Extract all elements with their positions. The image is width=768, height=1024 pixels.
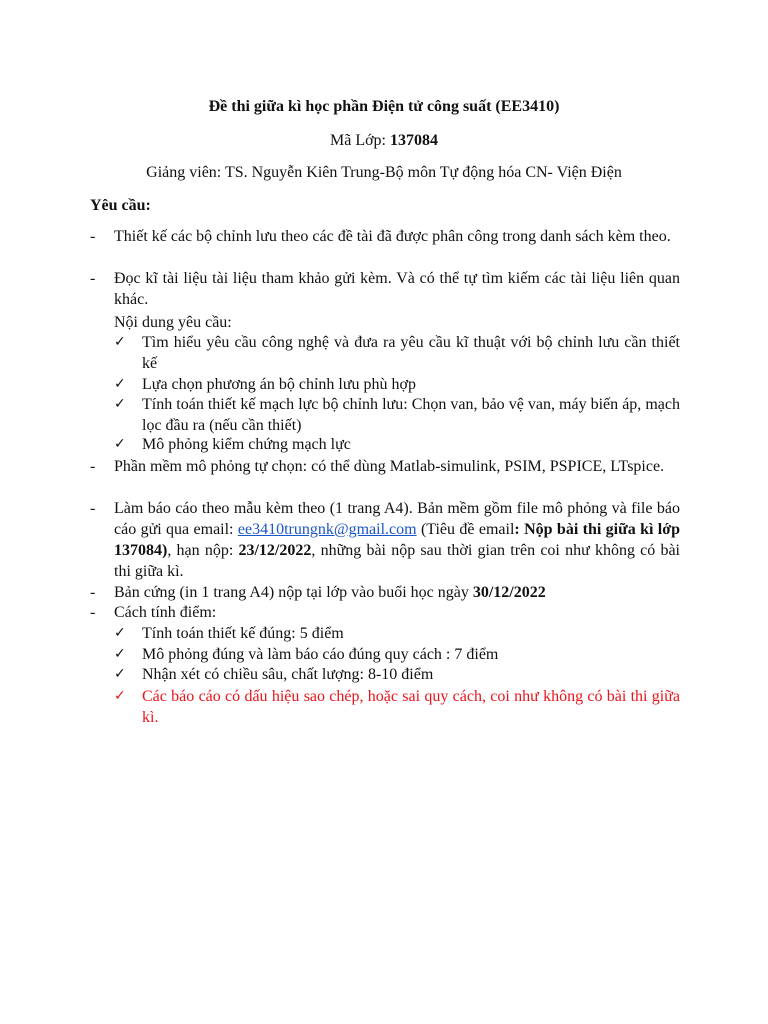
scoring-item-2-text: Mô phỏng đúng và làm báo cáo đúng quy cách : 7 điểm [142,646,499,663]
requirements-heading: Yêu cầu: [90,197,151,214]
content-item-4-text: Mô phỏng kiểm chứng mạch lực [142,436,351,453]
check-icon: ✓ [114,666,126,682]
dash-bullet: - [90,500,96,517]
plagiarism-warning [114,686,680,728]
late-submission-text: , những bài nộp sau thời gian trên coi như không có bài thi giữa kì. [114,542,680,580]
check-icon: ✓ [114,688,126,704]
hard-copy-date: 30/12/2022 [472,584,546,601]
check-icon: ✓ [114,646,126,662]
check-icon: ✓ [114,625,126,641]
report-instructions-text: Làm báo cáo theo mẫu kèm theo (1 trang A4). Bản mềm gồm file mô phỏng và file báo cáo gửi qua email: [114,500,680,538]
hard-copy-text: Bản cứng (in 1 trang A4) nộp tại lớp vào buổi học ngày [114,584,473,601]
content-item-1 [114,332,680,374]
check-icon: ✓ [114,436,126,452]
email-link[interactable]: ee3410trungnk@gmail.com [237,521,417,538]
class-code-line [0,130,768,151]
scoring-item-3 [114,664,680,685]
email-subject: : Nộp bài thi giữa kì lớp 137084) [114,521,680,559]
requirement-item-4-text [114,498,680,582]
requirement-item-3-text: Phần mềm mô phỏng tự chọn: có thể dùng Matlab-simulink, PSIM, PSPICE, LTspice. [114,458,665,475]
dash-bullet: - [90,228,96,245]
requirement-item-5 [90,582,680,603]
content-item-3 [114,394,680,436]
requirement-item-1 [90,226,680,247]
content-requirements-heading: Nội dung yêu cầu: [114,314,232,331]
lecturer-line: Giảng viên: TS. Nguyễn Kiên Trung-Bộ môn Tự động hóa CN- Viện Điện [146,164,622,181]
scoring-heading: Cách tính điểm: [114,604,217,621]
content-item-3-text: Tính toán thiết kế mạch lực bộ chỉnh lưu: Chọn van, bảo vệ van, máy biến áp, mạch lọc đầu ra (nếu cần thiết) [142,396,680,434]
dash-bullet: - [90,458,96,475]
requirement-item-4 [90,498,680,582]
requirement-item-1-text: Thiết kế các bộ chỉnh lưu theo các đề tài đã được phân công trong danh sách kèm theo. [114,228,671,245]
email-subject-label: (Tiêu đề email [416,521,515,538]
check-icon: ✓ [114,334,126,350]
scoring-item-2 [114,644,680,665]
requirement-item-2 [90,268,680,310]
content-item-1-text: Tìm hiểu yêu cầu công nghệ và đưa ra yêu cầu kĩ thuật với bộ chỉnh lưu cần thiết kế [142,334,680,372]
scoring-item-1-text: Tính toán thiết kế đúng: 5 điểm [142,625,344,642]
requirement-item-5-text [114,582,680,603]
deadline-label: , hạn nộp: [167,542,239,559]
scoring-item-3-text: Nhận xét có chiều sâu, chất lượng: 8-10 điểm [142,666,434,683]
check-icon: ✓ [114,396,126,412]
content-item-4 [114,434,680,455]
requirement-item-2-text: Đọc kĩ tài liệu tài liệu tham khảo gửi kèm. Và có thể tự tìm kiếm các tài liệu liên quan khác. [114,270,680,308]
check-icon: ✓ [114,376,126,392]
dash-bullet: - [90,604,96,621]
plagiarism-warning-text: Các báo cáo có dấu hiệu sao chép, hoặc sai quy cách, coi như không có bài thi giữa kì. [142,688,680,726]
class-code-value: 137084 [390,132,438,149]
dash-bullet: - [90,270,96,287]
content-item-2-text: Lựa chọn phương án bộ chỉnh lưu phù hợp [142,376,417,393]
dash-bullet: - [90,584,96,601]
requirement-item-3 [90,456,680,477]
requirement-item-6 [90,602,680,623]
class-code-label: Mã Lớp: [329,132,390,149]
content-item-2 [114,374,680,395]
exam-title: Đề thi giữa kì học phần Điện tử công suất (EE3410) [208,98,560,115]
scoring-item-1 [114,623,680,644]
deadline-date: 23/12/2022 [238,542,312,559]
